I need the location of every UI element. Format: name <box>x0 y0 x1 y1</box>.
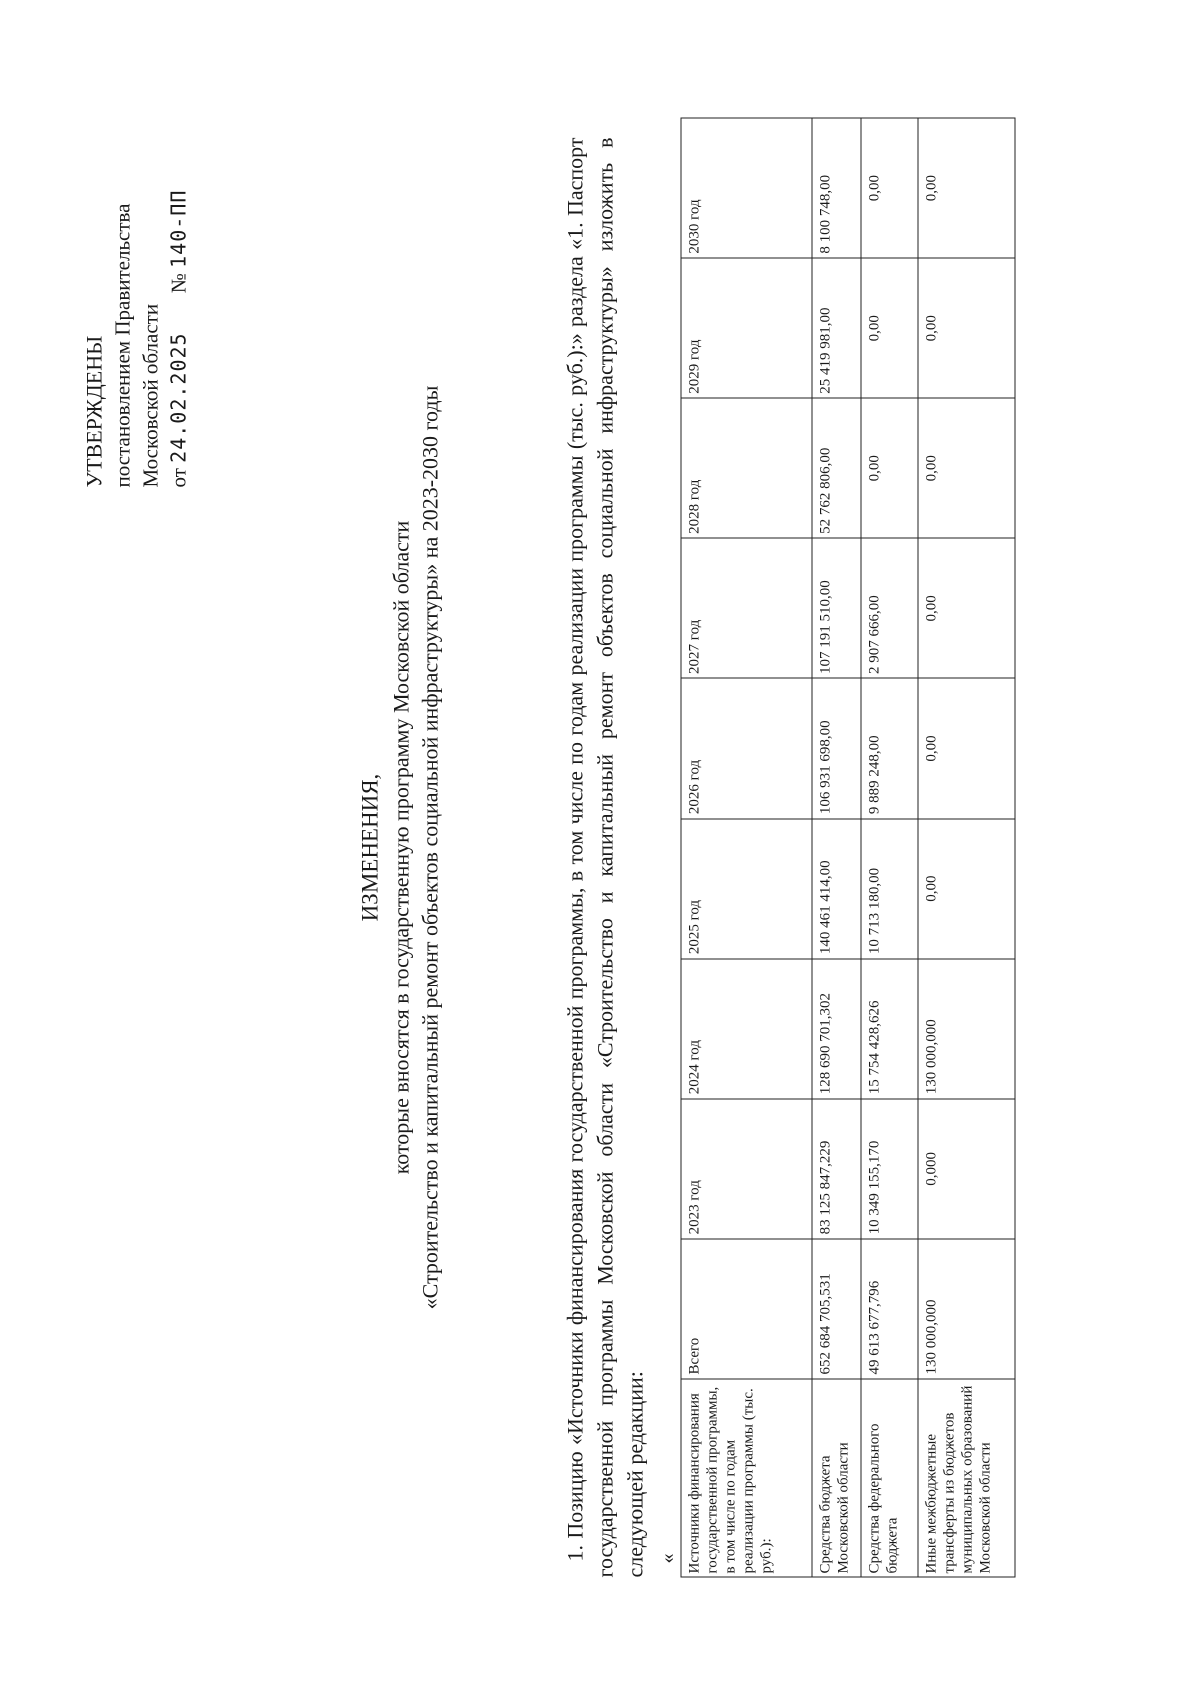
table-cell: 128 690 701,302 <box>812 958 861 1098</box>
table-cell: 25 419 981,00 <box>812 258 861 398</box>
table-cell: 0,00 <box>861 258 918 398</box>
table-header-row <box>681 118 812 1577</box>
approval-date-line <box>164 67 192 487</box>
table-cell: 130 000,000 <box>918 1238 1015 1378</box>
header-cell-2025: 2025 год <box>681 818 812 958</box>
header-label-cell: Источники финансирования государственной программы, в том числе по годам реализации программы (тыс. руб.): <box>681 1379 812 1577</box>
table-cell: 0,000 <box>918 1098 1015 1238</box>
row-label-federal-budget: Средства федерального бюджета <box>861 1379 918 1577</box>
approval-block <box>80 67 192 487</box>
approval-line-2: Московской области <box>138 303 162 487</box>
table-cell: 0,00 <box>918 398 1015 538</box>
table-cell: 2 907 666,00 <box>861 538 918 678</box>
date-prefix: от <box>166 467 190 487</box>
table-row <box>812 118 861 1577</box>
table-cell: 49 613 677,796 <box>861 1238 918 1378</box>
table-cell: 140 461 414,00 <box>812 818 861 958</box>
intro-paragraph <box>560 137 682 1577</box>
header-cell-2030: 2030 год <box>681 118 812 258</box>
row-label-interbudget-transfers: Иные межбюджетные трансферты из бюджетов муниципальных образований Московской области <box>918 1379 1015 1577</box>
table-cell: 0,00 <box>861 398 918 538</box>
number-prefix: № <box>166 272 190 293</box>
header-cell-2027: 2027 год <box>681 538 812 678</box>
header-cell-2029: 2029 год <box>681 258 812 398</box>
table-cell: 10 349 155,170 <box>861 1098 918 1238</box>
approval-number: 140-ПП <box>166 189 190 268</box>
quote-open-mark: « <box>656 1553 678 1563</box>
table-cell: 10 713 180,00 <box>861 818 918 958</box>
table-cell: 52 762 806,00 <box>812 398 861 538</box>
header-cell-2028: 2028 год <box>681 398 812 538</box>
table-cell: 652 684 705,531 <box>812 1238 861 1378</box>
table-cell: 9 889 248,00 <box>861 678 918 818</box>
table-cell: 0,00 <box>918 678 1015 818</box>
row-label-regional-budget: Средства бюджета Московской области <box>812 1379 861 1577</box>
table-row <box>861 118 918 1577</box>
header-cell-2024: 2024 год <box>681 958 812 1098</box>
table-cell: 0,00 <box>918 818 1015 958</box>
table-cell: 8 100 748,00 <box>812 118 861 258</box>
table-cell: 0,00 <box>918 118 1015 258</box>
header-cell-2026: 2026 год <box>681 678 812 818</box>
intro-text: 1. Позицию «Источники финансирования государственной программы, в том числе по годам реализации программы (тыс. руб.):» раздела «1. Паспорт государственной программы Московской области «Строительство и капитальный ремонт объектов социальной инфраструктуры» изложить в следующей редакции: <box>562 137 647 1577</box>
table-cell: 83 125 847,229 <box>812 1098 861 1238</box>
title-line-1: которые вносятся в государственную программу Московской области <box>388 520 413 1174</box>
title-line-2: «Строительство и капитальный ремонт объектов социальной инфраструктуры» на 2023-2030 годы <box>417 385 442 1309</box>
table-cell: 0,00 <box>861 118 918 258</box>
title-main: ИЗМЕНЕНИЯ, <box>357 773 382 921</box>
table-cell: 107 191 510,00 <box>812 538 861 678</box>
table-cell: 130 000,000 <box>918 958 1015 1098</box>
approval-date: 24.02.2025 <box>166 331 190 463</box>
table-row <box>918 118 1015 1577</box>
table-cell: 15 754 428,626 <box>861 958 918 1098</box>
header-cell-2023: 2023 год <box>681 1098 812 1238</box>
document-title <box>355 257 444 1437</box>
table-cell: 0,00 <box>918 538 1015 678</box>
header-cell-total: Всего <box>681 1238 812 1378</box>
approval-heading: УТВЕРЖДЕНЫ <box>81 335 106 487</box>
table-cell: 106 931 698,00 <box>812 678 861 818</box>
financing-table <box>680 117 1015 1577</box>
approval-line-1: постановлением Правительства <box>110 202 134 487</box>
table-cell: 0,00 <box>918 258 1015 398</box>
